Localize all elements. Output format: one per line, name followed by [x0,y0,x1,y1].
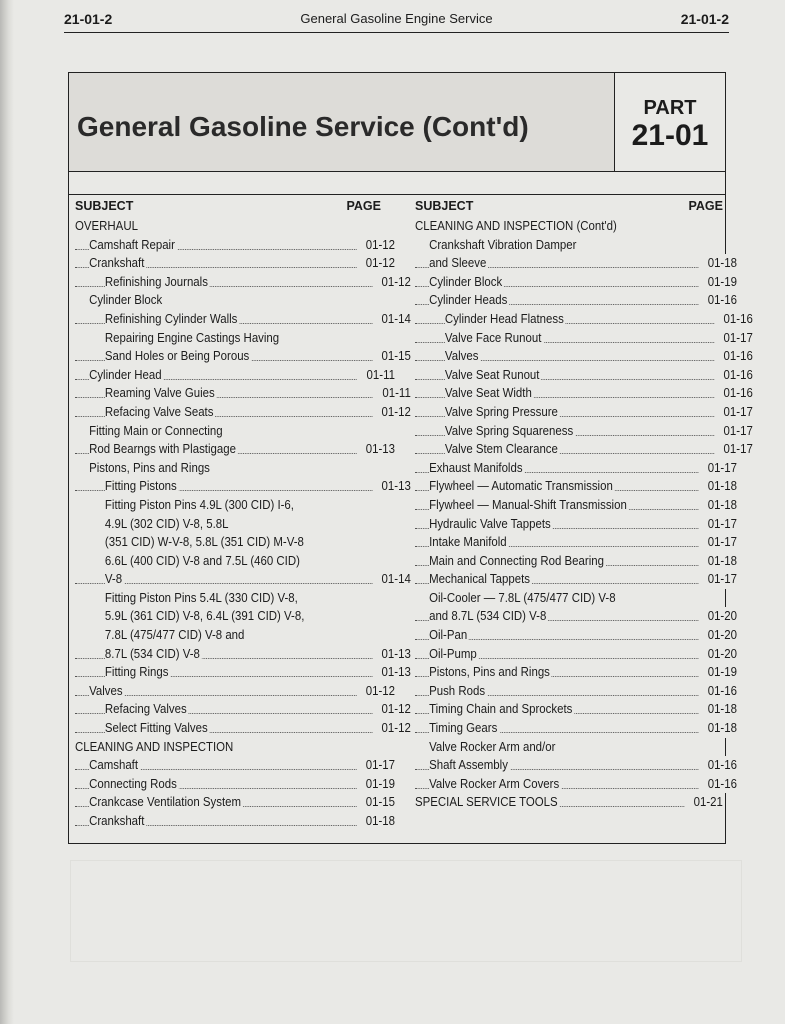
toc-entry [415,719,737,738]
toc-entry [75,812,395,831]
toc-entry [75,366,395,385]
page-heading: PAGE [688,199,723,213]
toc-entry-text: Fitting Rings [104,664,169,680]
toc-entry-page: 01-16 [706,291,737,310]
toc-entry-text: 8.7L (534 CID) V-8 [104,645,200,661]
toc-entry-text: Crankshaft [89,813,145,828]
toc-entry-page: 01-16 [722,347,753,366]
toc-entry-text: Valve Spring Squareness [444,422,574,438]
toc-entry-text: Timing Chain and Sprockets [429,701,573,717]
toc-entry [415,626,737,645]
header-section-title: General Gasoline Engine Service [300,11,493,26]
toc-entry-page: 01-11 [365,366,395,385]
toc-entry-page: 01-13 [380,477,411,496]
page-title: General Gasoline Service (Cont'd) [77,111,529,142]
toc-entry-text: Valve Rocker Arm Covers [429,775,560,791]
toc-entry-page: 01-18 [706,552,737,571]
toc-entry-page: 01-17 [706,459,737,478]
toc-entry-text: Push Rods [429,682,486,698]
toc-entry-text: Pistons, Pins and Rings [429,664,550,680]
toc-entry [75,775,395,794]
toc-entry-page: 01-16 [706,682,737,701]
toc-entry [75,700,411,719]
part-box [615,73,725,171]
left-column [75,199,411,831]
toc-entry-text: Exhaust Manifolds [429,459,523,475]
toc-entry-text: Shaft Assembly [429,757,508,773]
toc-entry [415,217,723,236]
toc-entry [415,682,737,701]
toc-entry [415,607,737,626]
toc-entry-page: 01-13 [380,645,411,664]
toc-entry-text: Refinishing Cylinder Walls [104,310,238,326]
toc-entry-text: (351 CID) W-V-8, 5.8L (351 CID) M-V-8 [104,534,304,550]
toc-entry-page: 01-17 [364,756,395,775]
toc-entry-text: Camshaft Repair [89,236,175,252]
toc-entry-text: Flywheel — Automatic Transmission [429,478,613,494]
toc-entry-page: 01-17 [722,422,753,441]
toc-entry-page: 01-14 [380,570,411,589]
toc-entry [415,236,737,255]
toc-entry-text: Refacing Valve Seats [104,403,214,419]
header-band [69,171,725,195]
toc-entry-text: Intake Manifold [429,534,507,550]
toc-entry-page: 01-19 [706,273,737,292]
toc-entry-page: 01-18 [706,719,737,738]
toc-entry-page: 01-16 [722,366,753,385]
toc-entry [75,533,411,552]
toc-entry [75,552,411,571]
toc-entry-page: 01-20 [706,626,737,645]
toc-entry-text: SPECIAL SERVICE TOOLS [415,794,558,810]
title-box [69,73,615,171]
toc-entry-page: 01-18 [706,700,737,719]
toc-entry-page: 01-17 [706,570,737,589]
toc-entry [75,663,411,682]
toc-entry-text: Cylinder Heads [429,292,508,308]
toc-entry-page: 01-18 [706,254,737,273]
toc-entry-page: 01-20 [706,645,737,664]
bleed-through-shadow [70,860,742,962]
header-page-number-right: 21-01-2 [680,11,729,27]
toc-entry [75,217,381,236]
toc-entry-text: Rod Bearngs with Plastigage [89,441,236,457]
toc-entry [415,477,737,496]
toc-entry-page: 01-12 [380,719,411,738]
toc-entry-text: Cylinder Head Flatness [444,310,564,326]
right-column-header [415,199,723,217]
toc-entry [75,738,381,757]
toc-entry [415,366,753,385]
toc-entry-text: CLEANING AND INSPECTION (Cont'd) [415,218,617,233]
toc-entry [415,440,753,459]
toc-entry-text: Valves [444,348,479,364]
toc-entry-text: Oil-Pump [429,645,477,661]
left-entry-list [75,217,411,831]
toc-entry-page: 01-16 [706,775,737,794]
toc-entry-text: Valve Rocker Arm and/or [429,738,556,754]
toc-entry [415,756,737,775]
toc-entry-page: 01-12 [364,236,395,255]
toc-entry-text: Mechanical Tappets [429,571,530,587]
toc-entry [415,700,737,719]
toc-entry [75,626,411,645]
toc-entry [75,719,411,738]
toc-entry-page: 01-21 [692,793,723,812]
toc-entry-text: Refinishing Journals [104,273,208,289]
toc-entry [75,793,395,812]
toc-entry [75,254,395,273]
toc-entry-page: 01-16 [706,756,737,775]
toc-entry-text: Valves [89,682,123,698]
toc-entry [75,236,395,255]
toc-entry-text: Repairing Engine Castings Having [104,329,280,345]
toc-entry-text: Cylinder Block [429,273,503,289]
subject-heading: SUBJECT [415,199,474,213]
toc-entry-page: 01-18 [706,496,737,515]
toc-entry-page: 01-15 [380,347,411,366]
toc-entry-text: 6.6L (400 CID) V-8 and 7.5L (460 CID) [104,552,300,568]
toc-entry-text: V-8 [104,571,123,587]
page-heading: PAGE [346,199,381,213]
toc-entry-page: 01-17 [722,440,753,459]
toc-entry [415,291,737,310]
toc-entry-text: Oil-Cooler — 7.8L (475/477 CID) V-8 [429,589,616,605]
toc-entry-text: and 8.7L (534 CID) V-8 [429,608,547,624]
toc-entry-text: Main and Connecting Rod Bearing [429,552,604,568]
toc-entry-text: Camshaft [89,757,139,773]
toc-entry [415,403,753,422]
toc-entry-page: 01-17 [706,533,737,552]
toc-entry [75,422,395,441]
toc-entry [75,459,395,478]
toc-entry [415,570,737,589]
toc-entry-text: Refacing Valves [104,701,187,717]
toc-entry [415,310,753,329]
toc-entry [415,663,737,682]
toc-entry-text: Valve Spring Pressure [444,403,558,419]
toc-entry [75,607,411,626]
toc-entry-page: 01-11 [381,384,411,403]
part-number: 21-01 [631,119,709,152]
toc-entry [75,440,395,459]
toc-entry-page: 01-18 [364,812,395,831]
toc-entry [415,422,753,441]
toc-entry [75,477,411,496]
left-column-header [75,199,381,217]
toc-entry [415,793,723,812]
toc-entry-text: Valve Stem Clearance [444,441,558,457]
toc-entry [75,310,411,329]
toc-entry [415,459,737,478]
toc-entry-page: 01-12 [380,273,411,292]
toc-entry [75,291,395,310]
toc-entry [415,775,737,794]
toc-entry [415,738,737,757]
toc-entry-text: 7.8L (475/477 CID) V-8 and [104,627,245,643]
toc-entry-text: Hydraulic Valve Tappets [429,515,551,531]
toc-entry-text: 5.9L (361 CID) V-8, 6.4L (391 CID) V-8, [104,608,305,624]
toc-entry [75,515,411,534]
toc-entry [75,496,411,515]
toc-entry-page: 01-13 [380,663,411,682]
toc-entry-text: Fitting Pistons [104,478,177,494]
toc-entry-text: Oil-Pan [429,627,468,643]
toc-entry [415,384,753,403]
toc-entry-text: Crankcase Ventilation System [89,794,242,810]
toc-entry-text: OVERHAUL [75,218,138,233]
toc-entry-page: 01-16 [722,310,753,329]
toc-entry-page: 01-12 [380,403,411,422]
right-column [415,199,753,812]
toc-entry [415,329,753,348]
toc-entry-text: Cylinder Block [89,292,163,308]
toc-entry [75,329,411,348]
toc-entry [75,756,395,775]
running-header [64,8,729,33]
toc-entry [415,552,737,571]
toc-entry-page: 01-19 [364,775,395,794]
toc-entry [75,570,411,589]
toc-entry-text: Sand Holes or Being Porous [104,348,250,364]
right-entry-list [415,217,753,812]
toc-entry-text: Select Fitting Valves [104,720,208,736]
toc-entry-page: 01-18 [706,477,737,496]
toc-entry-text: Valve Face Runout [444,329,542,345]
toc-entry [415,254,737,273]
contents-frame [68,72,753,844]
toc-entry-text: Valve Seat Width [444,385,532,401]
header-page-number-left: 21-01-2 [64,11,113,27]
subject-heading: SUBJECT [75,199,134,213]
page-binding-edge [0,0,14,1024]
toc-entry-text: Reaming Valve Guies [104,385,215,401]
toc-entry-text: Timing Gears [429,720,498,736]
toc-entry [415,515,737,534]
toc-entry [75,273,411,292]
toc-entry-page: 01-15 [364,793,395,812]
toc-entry-text: Valve Seat Runout [444,366,540,382]
toc-entry-text: Fitting Piston Pins 4.9L (300 CID) I-6, [104,496,294,512]
toc-entry-page: 01-20 [706,607,737,626]
toc-entry [75,682,395,701]
toc-entry-page: 01-12 [364,682,395,701]
toc-entry-text: Fitting Piston Pins 5.4L (330 CID) V-8, [104,589,298,605]
toc-entry-text: Flywheel — Manual-Shift Transmission [429,496,627,512]
toc-entry-text: Crankshaft [89,255,145,271]
toc-entry-page: 01-14 [380,310,411,329]
toc-entry-page: 01-17 [722,329,753,348]
toc-entry [415,273,737,292]
toc-entry [75,645,411,664]
toc-entry-text: CLEANING AND INSPECTION [75,738,234,754]
toc-entry [75,403,411,422]
toc-entry [415,645,737,664]
part-label: PART [643,97,697,119]
toc-entry-text: Pistons, Pins and Rings [89,459,210,475]
toc-entry-page: 01-17 [706,515,737,534]
toc-entry [415,347,753,366]
toc-entry-text: Fitting Main or Connecting [89,422,223,438]
toc-entry [415,496,737,515]
toc-entry-page: 01-13 [364,440,395,459]
toc-entry [415,533,737,552]
toc-entry-text: Cylinder Head [89,366,162,382]
toc-entry [415,589,737,608]
toc-entry-text: Crankshaft Vibration Damper [429,236,577,252]
toc-entry [75,589,411,608]
toc-entry [75,347,411,366]
toc-entry-text: Connecting Rods [89,775,177,791]
toc-entry-text: 4.9L (302 CID) V-8, 5.8L [104,515,229,531]
toc-entry-page: 01-17 [722,403,753,422]
toc-entry-page: 01-16 [722,384,753,403]
toc-entry-page: 01-12 [380,700,411,719]
toc-entry-page: 01-12 [364,254,395,273]
toc-entry-text: and Sleeve [429,255,487,271]
toc-entry [75,384,411,403]
toc-entry-page: 01-19 [706,663,737,682]
